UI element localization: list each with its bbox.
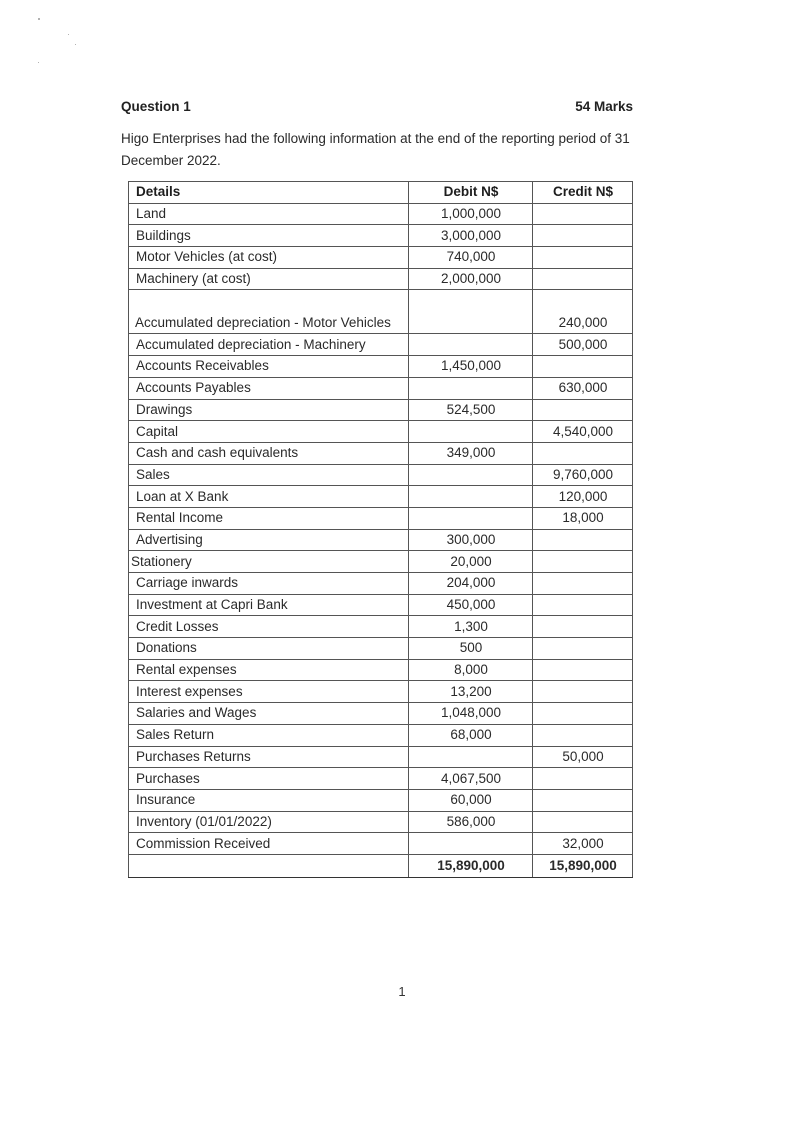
table-row [129,833,633,855]
row-credit [533,551,633,573]
table-row [129,268,633,290]
row-debit: 60,000 [409,789,533,811]
row-debit: 450,000 [409,594,533,616]
row-credit: 120,000 [533,486,633,508]
scan-speck [68,34,69,35]
row-details: Purchases Returns [129,746,409,768]
row-details: Accumulated depreciation - Machinery [129,334,409,356]
table-row [129,594,633,616]
table-row [129,703,633,725]
row-credit [533,681,633,703]
row-debit [409,464,533,486]
table-row [129,399,633,421]
row-debit: 20,000 [409,551,533,573]
row-details: Drawings [129,399,409,421]
row-credit [533,638,633,660]
row-details: Insurance [129,789,409,811]
row-credit [533,247,633,269]
row-credit: 240,000 [533,290,633,334]
table-row [129,811,633,833]
table-row [129,247,633,269]
table-row [129,789,633,811]
row-debit: 1,000,000 [409,203,533,225]
table-row [129,442,633,464]
row-debit: 2,000,000 [409,268,533,290]
row-debit: 1,450,000 [409,356,533,378]
row-details: Accumulated depreciation - Motor Vehicles [129,290,409,334]
table-row [129,724,633,746]
table-row [129,681,633,703]
row-credit: 32,000 [533,833,633,855]
row-debit: 204,000 [409,573,533,595]
row-debit: 4,067,500 [409,768,533,790]
table-row [129,573,633,595]
row-details: Salaries and Wages [129,703,409,725]
row-details: Stationery [129,551,409,573]
scan-speck [75,44,76,45]
row-debit: 740,000 [409,247,533,269]
row-details: Commission Received [129,833,409,855]
row-debit [409,377,533,399]
row-credit [533,811,633,833]
row-debit [409,486,533,508]
row-debit: 500 [409,638,533,660]
table-row [129,659,633,681]
totals-row [129,854,633,877]
row-credit [533,659,633,681]
row-details: Donations [129,638,409,660]
row-credit [533,789,633,811]
header-credit: Credit N$ [533,182,633,204]
table-row [129,768,633,790]
row-debit [409,290,533,334]
table-row [129,290,633,334]
page-number: 1 [398,984,406,999]
row-credit [533,442,633,464]
row-details: Rental expenses [129,659,409,681]
table-row [129,507,633,529]
row-credit [533,768,633,790]
row-credit: 500,000 [533,334,633,356]
table-row [129,464,633,486]
table-row [129,551,633,573]
row-credit: 50,000 [533,746,633,768]
table-row [129,616,633,638]
question-title: Question 1 [121,99,191,114]
row-credit: 4,540,000 [533,421,633,443]
row-credit [533,225,633,247]
row-credit: 9,760,000 [533,464,633,486]
table-header-row [129,182,633,204]
row-details: Cash and cash equivalents [129,442,409,464]
row-details: Sales [129,464,409,486]
row-credit [533,616,633,638]
row-debit: 1,300 [409,616,533,638]
row-credit [533,529,633,551]
scan-speck [38,18,40,20]
row-credit [533,594,633,616]
row-credit [533,268,633,290]
trial-balance-table [128,181,633,878]
row-details: Purchases [129,768,409,790]
row-debit: 586,000 [409,811,533,833]
row-credit [533,399,633,421]
row-debit: 349,000 [409,442,533,464]
row-credit [533,703,633,725]
row-details: Rental Income [129,507,409,529]
row-debit: 300,000 [409,529,533,551]
row-credit [533,203,633,225]
row-details: Credit Losses [129,616,409,638]
row-credit: 18,000 [533,507,633,529]
row-debit [409,507,533,529]
row-debit [409,746,533,768]
row-details: Capital [129,421,409,443]
totals-details [129,854,409,877]
totals-credit: 15,890,000 [533,854,633,877]
row-details: Inventory (01/01/2022) [129,811,409,833]
question-intro: Higo Enterprises had the following information at the end of the reporting period of 31 December 2022. [121,131,630,168]
table-row [129,529,633,551]
row-details: Loan at X Bank [129,486,409,508]
table-row [129,334,633,356]
row-credit [533,724,633,746]
scan-speck [38,62,39,63]
table-row [129,356,633,378]
row-details: Carriage inwards [129,573,409,595]
table-row [129,486,633,508]
row-debit: 13,200 [409,681,533,703]
row-debit: 8,000 [409,659,533,681]
row-details: Land [129,203,409,225]
header-details: Details [129,182,409,204]
table-row [129,225,633,247]
row-details: Motor Vehicles (at cost) [129,247,409,269]
row-details: Accounts Payables [129,377,409,399]
question-marks: 54 Marks [575,99,633,114]
row-details: Investment at Capri Bank [129,594,409,616]
table-row [129,421,633,443]
row-debit [409,334,533,356]
row-credit: 630,000 [533,377,633,399]
table-row [129,203,633,225]
row-details: Accounts Receivables [129,356,409,378]
row-credit [533,573,633,595]
question-heading [121,99,633,114]
row-details: Machinery (at cost) [129,268,409,290]
row-details: Interest expenses [129,681,409,703]
table-row [129,746,633,768]
row-details: Buildings [129,225,409,247]
row-debit [409,421,533,443]
row-details: Sales Return [129,724,409,746]
row-credit [533,356,633,378]
table-row [129,377,633,399]
totals-debit: 15,890,000 [409,854,533,877]
row-debit: 1,048,000 [409,703,533,725]
row-debit: 68,000 [409,724,533,746]
table-row [129,638,633,660]
row-debit: 524,500 [409,399,533,421]
header-debit: Debit N$ [409,182,533,204]
row-debit [409,833,533,855]
row-details: Advertising [129,529,409,551]
row-debit: 3,000,000 [409,225,533,247]
